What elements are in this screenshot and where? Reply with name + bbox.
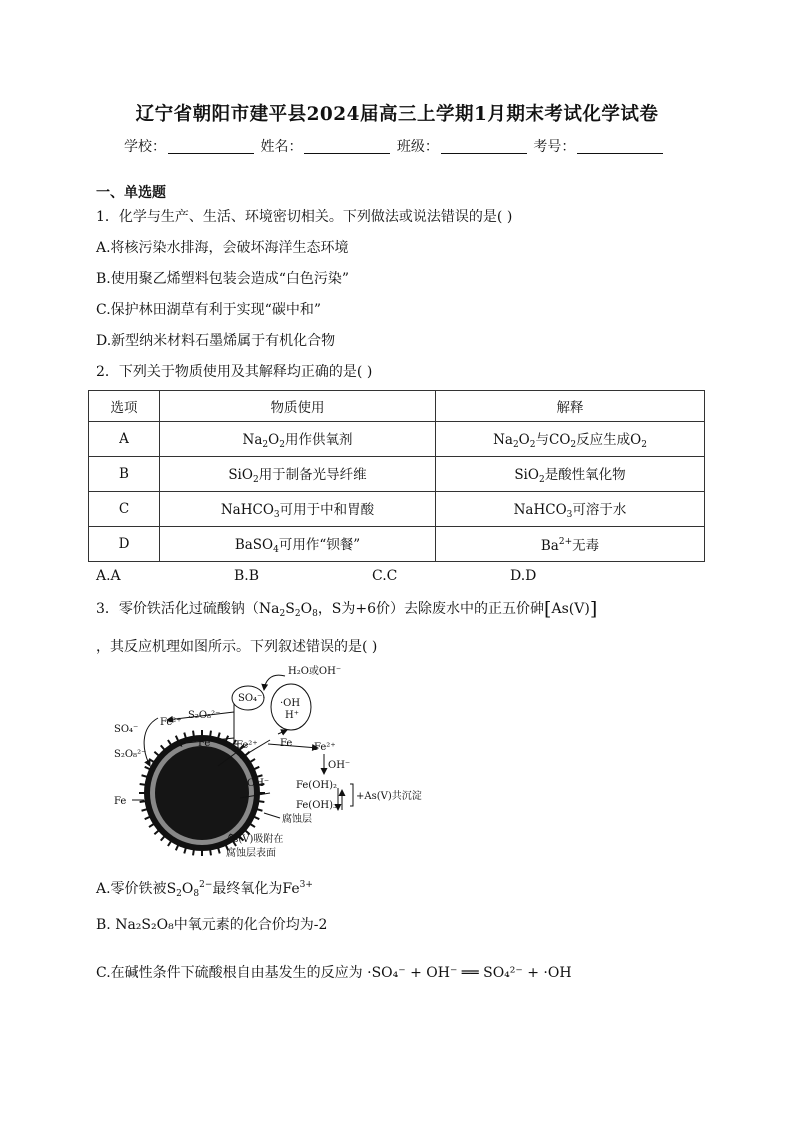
particle-spike [140,784,147,785]
table-row [89,422,705,457]
q3-option-c: C.在碱性条件下硫酸根自由基发生的反应为 ·SO₄⁻ + OH⁻ ══ SO₄²⁻ + ·OH [96,965,572,981]
oh-mid-label: OH⁻ [247,778,270,789]
q2-option: A.A [96,568,121,584]
b-formula: Na₂S₂O₈ [115,917,174,933]
fe2-center-label: Fe²⁺ [236,740,258,751]
q3-option-b: B. Na₂S₂O₈中氧元素的化合价均为-2 [96,917,328,933]
oh-radical-label: ·OH [280,698,301,709]
reaction-mechanism-diagram [110,658,450,863]
q2-option: D.D [510,568,537,584]
particle-spike [193,848,194,855]
q1-option-d: D.新型纳米材料石墨烯属于有机化合物 [96,333,336,349]
so4-radical-label: SO₄⁻· [238,693,266,704]
table-cell-explanation: $Na_2O_2$与$CO_2$反应生成$O_2$ [436,422,705,457]
c-equation: ·SO₄⁻ + OH⁻ ══ SO₄²⁻ + ·OH [367,965,572,981]
q2-options [96,568,648,584]
particle-spike [161,835,166,840]
table-cell-explanation: NaHCO$_3$可溶于水 [436,492,705,527]
table-header-row [89,391,705,422]
table-cell-explanation: $Ba^{2+}$无毒 [436,527,705,562]
fe-arrow-label: Fe [198,738,211,749]
name-label: 姓名： [260,139,303,155]
table-header: 解释 [436,391,705,422]
corrosion-layer-label: 腐蚀层 [282,814,312,825]
q2-stem: 2．下列关于物质使用及其解释均正确的是( ) [96,364,373,380]
fe2-top-label: Fe²⁺ [160,717,182,728]
q1-option-a: A.将核污染水排海，会破坏海洋生态环境 [96,240,349,256]
q1-option-c: C.保护林田湖草有利于实现“碳中和” [96,302,321,318]
q3-stem-line1: 3．零价铁活化过硫酸钠（$Na_2S_2O_8$，S为+6价）去除废水中的正五价砷[As(V)] [96,598,598,620]
as-v-label: As(V) [551,601,590,617]
particle-spike [161,745,166,750]
table-cell-option: C [89,492,160,527]
table-cell-use: $Na_2O_2$用作供氧剂 [160,422,436,457]
table-cell-explanation: SiO$_2$是酸性氧化物 [436,457,705,492]
class-label: 班级： [396,139,439,155]
particle-spike [154,752,159,757]
table-row [89,527,705,562]
q2-option: B.B [234,568,260,584]
table-cell-use: BaSO$_4$可用作“钡餐” [160,527,436,562]
table-header: 物质使用 [160,391,436,422]
number-blank[interactable] [577,139,663,154]
oh-right-label: OH⁻ [328,760,351,771]
feoh2-label: Fe(OH)₂ [296,780,338,791]
particle-spike [210,731,211,738]
table-cell-use: SiO$_2$用于制备光导纤维 [160,457,436,492]
coprecip-label: +As(V)共沉淀 [356,791,422,802]
section-heading: 一、单选题 [96,185,166,201]
table-cell-option: A [89,422,160,457]
particle-spike [193,731,194,738]
name-blank[interactable] [304,139,390,154]
table-cell-option: D [89,527,160,562]
table-cell-option: B [89,457,160,492]
particle-spike [140,801,147,802]
particle-spike [154,830,159,835]
h-plus-label: H⁺ [285,710,299,721]
particle-spike [210,848,211,855]
fe2-right-label: Fe²⁺ [314,742,336,753]
fe-right-label: Fe [280,738,293,749]
table-row [89,492,705,527]
school-label: 学校： [124,139,166,155]
h2o-oh-label: H₂O或OH⁻ [288,666,342,677]
q2-table [88,390,705,562]
q1-stem: 1．化学与生产、生活、环境密切相关。下列做法或说法错误的是( ) [96,209,513,225]
q1-option-b: B.使用聚乙烯塑料包装会造成“白色污染” [96,271,350,287]
number-label: 考号： [533,139,576,155]
as-adsorb-label-1: As(V)吸附在 [226,834,284,845]
table-cell-use: NaHCO$_3$可用于中和胃酸 [160,492,436,527]
table-row [89,457,705,492]
q2-option: C.C [372,568,398,584]
fe-left-label: Fe [114,796,127,807]
s2o8-top-label: S₂O₈²⁻ [188,710,221,721]
q3-stem-line2: ，其反应机理如图所示。下列叙述错误的是( ) [96,639,378,655]
student-info-fields [124,136,665,156]
class-blank[interactable] [441,139,527,154]
table-header: 选项 [89,391,160,422]
q3-option-a: A.零价铁被$S_2O_8^{2-}$最终氧化为$Fe^{3+}$ [96,880,313,899]
as-adsorb-label-2: 腐蚀层表面 [226,848,276,859]
page-title: 辽宁省朝阳市建平县2024届高三上学期1月期末考试化学试卷 [135,104,659,125]
particle-spike [257,801,264,802]
s2o8-left-label: S₂O₈²⁻ [114,749,147,760]
feoh3-label: Fe(OH)₃ [296,800,338,811]
school-blank[interactable] [168,139,254,154]
so4-left-label: SO₄⁻ [114,724,139,735]
